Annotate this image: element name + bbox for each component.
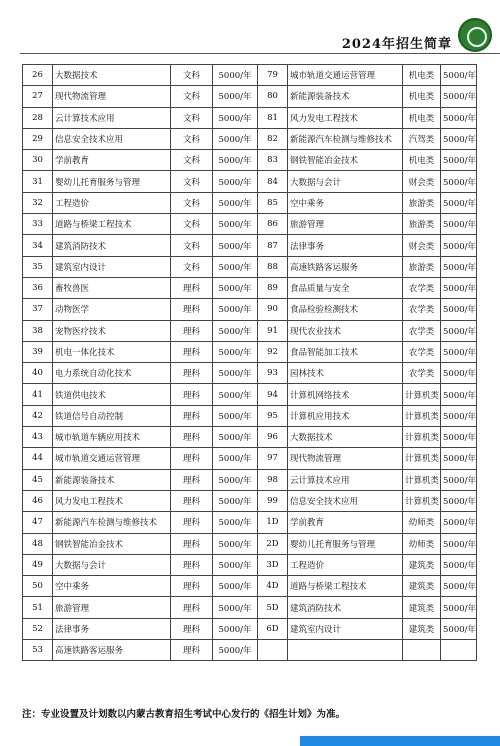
row-number-cell: 52: [23, 618, 53, 639]
row-number-cell: 51: [23, 597, 53, 618]
category-cell: 文科: [171, 214, 213, 235]
category-cell: 农学类: [403, 341, 441, 362]
row-number-cell: 29: [23, 128, 53, 149]
major-name-cell: 工程造价: [53, 192, 171, 213]
category-cell: 建筑类: [403, 618, 441, 639]
category-cell: 理科: [171, 341, 213, 362]
page-header: [0, 0, 500, 58]
row-number-cell: 39: [23, 341, 53, 362]
table-row: [23, 214, 477, 235]
tuition-cell: 5000/年: [441, 150, 477, 171]
major-name-cell: 大数据技术: [53, 65, 171, 86]
major-name-cell: 风力发电工程技术: [53, 490, 171, 511]
major-name-cell: 大数据与会计: [53, 554, 171, 575]
tuition-cell: 5000/年: [213, 533, 258, 554]
major-name-cell: 新能源装备技术: [53, 469, 171, 490]
major-name-cell: 高速铁路客运服务: [288, 256, 403, 277]
major-name-cell: 建筑消防技术: [53, 235, 171, 256]
major-name-cell: 钢铁智能冶金技术: [53, 533, 171, 554]
category-cell: 理科: [171, 405, 213, 426]
category-cell: 财会类: [403, 235, 441, 256]
tuition-cell: 5000/年: [441, 128, 477, 149]
category-cell: 计算机类: [403, 427, 441, 448]
tuition-cell: 5000/年: [441, 405, 477, 426]
category-cell: 机电类: [403, 150, 441, 171]
tuition-cell: 5000/年: [213, 107, 258, 128]
row-number-cell: 1D: [258, 512, 288, 533]
tuition-cell: 5000/年: [441, 214, 477, 235]
tuition-cell: 5000/年: [213, 192, 258, 213]
row-number-cell: 84: [258, 171, 288, 192]
table-row: [23, 618, 477, 639]
category-cell: 理科: [171, 554, 213, 575]
tuition-cell: 5000/年: [213, 490, 258, 511]
category-cell: 幼师类: [403, 512, 441, 533]
tuition-cell: 5000/年: [213, 235, 258, 256]
tuition-cell: 5000/年: [441, 576, 477, 597]
table-row: [23, 490, 477, 511]
tuition-cell: 5000/年: [441, 490, 477, 511]
tuition-cell: 5000/年: [213, 171, 258, 192]
row-number-cell: 32: [23, 192, 53, 213]
category-cell: 理科: [171, 512, 213, 533]
category-cell: 机电类: [403, 86, 441, 107]
header-divider: [20, 53, 500, 54]
table-row: [23, 405, 477, 426]
major-name-cell: 计算机网络技术: [288, 384, 403, 405]
table-row: [23, 469, 477, 490]
row-number-cell: 53: [23, 640, 53, 661]
major-name-cell: 建筑室内设计: [53, 256, 171, 277]
table-row: [23, 128, 477, 149]
row-number-cell: 85: [258, 192, 288, 213]
row-number-cell: 41: [23, 384, 53, 405]
category-cell: 建筑类: [403, 576, 441, 597]
table-row: [23, 384, 477, 405]
row-number-cell: 28: [23, 107, 53, 128]
row-number-cell: 80: [258, 86, 288, 107]
row-number-cell: 42: [23, 405, 53, 426]
tuition-cell: 5000/年: [441, 597, 477, 618]
tuition-cell: 5000/年: [441, 107, 477, 128]
table-row: [23, 192, 477, 213]
major-name-cell: 大数据技术: [288, 427, 403, 448]
major-name-cell: 云计算技术应用: [53, 107, 171, 128]
row-number-cell: 45: [23, 469, 53, 490]
major-name-cell: 铁道供电技术: [53, 384, 171, 405]
row-number-cell: 2D: [258, 533, 288, 554]
category-cell: 文科: [171, 150, 213, 171]
row-number-cell: 86: [258, 214, 288, 235]
major-name-cell: 城市轨道交通运营管理: [288, 65, 403, 86]
major-name-cell: 空中乘务: [288, 192, 403, 213]
major-name-cell: 旅游管理: [288, 214, 403, 235]
category-cell: 汽驾类: [403, 128, 441, 149]
major-name-cell: 信息安全技术应用: [288, 490, 403, 511]
major-name-cell: 建筑消防技术: [288, 597, 403, 618]
category-cell: 计算机类: [403, 384, 441, 405]
row-number-cell: 81: [258, 107, 288, 128]
row-number-cell: 36: [23, 277, 53, 298]
row-number-cell: 50: [23, 576, 53, 597]
row-number-cell: 95: [258, 405, 288, 426]
row-number-cell: 92: [258, 341, 288, 362]
table-row: [23, 533, 477, 554]
tuition-cell: 5000/年: [441, 277, 477, 298]
row-number-cell: 91: [258, 320, 288, 341]
category-cell: 理科: [171, 363, 213, 384]
tuition-cell: 5000/年: [441, 533, 477, 554]
tuition-cell: 5000/年: [213, 277, 258, 298]
major-name-cell: 旅游管理: [53, 597, 171, 618]
table-row: [23, 554, 477, 575]
tuition-cell: 5000/年: [213, 597, 258, 618]
tuition-cell: 5000/年: [213, 427, 258, 448]
tuition-cell: 5000/年: [441, 320, 477, 341]
category-cell: 理科: [171, 469, 213, 490]
major-name-cell: 信息安全技术应用: [53, 128, 171, 149]
page-title: 2024年招生简章: [341, 37, 452, 52]
row-number-cell: 93: [258, 363, 288, 384]
major-name-cell: 铁道信号自动控制: [53, 405, 171, 426]
category-cell: 理科: [171, 640, 213, 661]
row-number-cell: 87: [258, 235, 288, 256]
row-number-cell: 94: [258, 384, 288, 405]
category-cell: 理科: [171, 448, 213, 469]
category-cell: [403, 640, 441, 661]
major-name-cell: 道路与桥梁工程技术: [288, 576, 403, 597]
tuition-cell: 5000/年: [441, 65, 477, 86]
category-cell: 理科: [171, 533, 213, 554]
major-name-cell: 动物医学: [53, 299, 171, 320]
tuition-cell: 5000/年: [213, 214, 258, 235]
category-cell: 计算机类: [403, 490, 441, 511]
footnote: 注：专业设置及计划数以内蒙古教育招生考试中心发行的《招生计划》为准。: [22, 709, 346, 720]
tuition-cell: 5000/年: [441, 384, 477, 405]
table-row: [23, 640, 477, 661]
major-name-cell: 大数据与会计: [288, 171, 403, 192]
table-row: [23, 256, 477, 277]
tuition-cell: 5000/年: [441, 235, 477, 256]
tuition-cell: 5000/年: [213, 384, 258, 405]
major-name-cell: 法律事务: [288, 235, 403, 256]
major-name-cell: 现代物流管理: [53, 86, 171, 107]
table-row: [23, 448, 477, 469]
category-cell: 文科: [171, 107, 213, 128]
category-cell: 机电类: [403, 65, 441, 86]
table-row: [23, 171, 477, 192]
tuition-cell: 5000/年: [441, 427, 477, 448]
table-row: [23, 597, 477, 618]
row-number-cell: 5D: [258, 597, 288, 618]
category-cell: 理科: [171, 618, 213, 639]
tuition-cell: 5000/年: [213, 65, 258, 86]
row-number-cell: 38: [23, 320, 53, 341]
table-row: [23, 65, 477, 86]
tuition-cell: 5000/年: [213, 320, 258, 341]
category-cell: 农学类: [403, 363, 441, 384]
table-row: [23, 320, 477, 341]
row-number-cell: 83: [258, 150, 288, 171]
tuition-cell: 5000/年: [441, 341, 477, 362]
table-row: [23, 341, 477, 362]
category-cell: 理科: [171, 277, 213, 298]
majors-table: [22, 64, 477, 661]
row-number-cell: 43: [23, 427, 53, 448]
category-cell: 文科: [171, 86, 213, 107]
tuition-cell: 5000/年: [213, 618, 258, 639]
major-name-cell: 法律事务: [53, 618, 171, 639]
tuition-cell: 5000/年: [213, 554, 258, 575]
table-row: [23, 427, 477, 448]
category-cell: 旅游类: [403, 192, 441, 213]
tuition-cell: 5000/年: [213, 448, 258, 469]
category-cell: 机电类: [403, 107, 441, 128]
major-name-cell: 现代物流管理: [288, 448, 403, 469]
row-number-cell: 82: [258, 128, 288, 149]
row-number-cell: 30: [23, 150, 53, 171]
table-row: [23, 277, 477, 298]
tuition-cell: 5000/年: [213, 576, 258, 597]
category-cell: 农学类: [403, 299, 441, 320]
row-number-cell: 97: [258, 448, 288, 469]
table-row: [23, 299, 477, 320]
tuition-cell: 5000/年: [213, 86, 258, 107]
table-row: [23, 576, 477, 597]
major-name-cell: 机电一体化技术: [53, 341, 171, 362]
category-cell: 文科: [171, 256, 213, 277]
major-name-cell: 婴幼儿托育服务与管理: [288, 533, 403, 554]
row-number-cell: 35: [23, 256, 53, 277]
row-number-cell: 96: [258, 427, 288, 448]
tuition-cell: [441, 640, 477, 661]
category-cell: 旅游类: [403, 214, 441, 235]
tuition-cell: 5000/年: [441, 448, 477, 469]
category-cell: 建筑类: [403, 597, 441, 618]
accent-bar: [300, 736, 500, 746]
row-number-cell: 46: [23, 490, 53, 511]
table-row: [23, 86, 477, 107]
category-cell: 文科: [171, 192, 213, 213]
tuition-cell: 5000/年: [441, 618, 477, 639]
major-name-cell: 新能源汽车检测与维修技术: [53, 512, 171, 533]
tuition-cell: 5000/年: [213, 640, 258, 661]
tuition-cell: 5000/年: [441, 299, 477, 320]
category-cell: 理科: [171, 384, 213, 405]
table-row: [23, 235, 477, 256]
major-name-cell: 电力系统自动化技术: [53, 363, 171, 384]
major-name-cell: 风力发电工程技术: [288, 107, 403, 128]
major-name-cell: 学前教育: [53, 150, 171, 171]
row-number-cell: 48: [23, 533, 53, 554]
row-number-cell: [258, 640, 288, 661]
category-cell: 计算机类: [403, 448, 441, 469]
tuition-cell: 5000/年: [213, 128, 258, 149]
row-number-cell: 3D: [258, 554, 288, 575]
row-number-cell: 88: [258, 256, 288, 277]
major-name-cell: 道路与桥梁工程技术: [53, 214, 171, 235]
category-cell: 计算机类: [403, 405, 441, 426]
table-row: [23, 150, 477, 171]
school-logo-icon: [458, 18, 492, 52]
row-number-cell: 44: [23, 448, 53, 469]
row-number-cell: 47: [23, 512, 53, 533]
major-name-cell: 城市轨道车辆应用技术: [53, 427, 171, 448]
major-name-cell: [288, 640, 403, 661]
major-name-cell: 现代农业技术: [288, 320, 403, 341]
category-cell: 理科: [171, 427, 213, 448]
category-cell: 理科: [171, 299, 213, 320]
row-number-cell: 33: [23, 214, 53, 235]
table-row: [23, 363, 477, 384]
row-number-cell: 49: [23, 554, 53, 575]
major-name-cell: 学前教育: [288, 512, 403, 533]
major-name-cell: 婴幼儿托育服务与管理: [53, 171, 171, 192]
category-cell: 财会类: [403, 171, 441, 192]
row-number-cell: 31: [23, 171, 53, 192]
row-number-cell: 89: [258, 277, 288, 298]
row-number-cell: 6D: [258, 618, 288, 639]
major-name-cell: 云计算技术应用: [288, 469, 403, 490]
major-name-cell: 宠物医疗技术: [53, 320, 171, 341]
major-name-cell: 高速铁路客运服务: [53, 640, 171, 661]
major-name-cell: 工程造价: [288, 554, 403, 575]
row-number-cell: 79: [258, 65, 288, 86]
row-number-cell: 90: [258, 299, 288, 320]
category-cell: 文科: [171, 171, 213, 192]
tuition-cell: 5000/年: [213, 341, 258, 362]
category-cell: 文科: [171, 65, 213, 86]
major-name-cell: 计算机应用技术: [288, 405, 403, 426]
tuition-cell: 5000/年: [213, 299, 258, 320]
tuition-cell: 5000/年: [441, 86, 477, 107]
major-name-cell: 食品质量与安全: [288, 277, 403, 298]
row-number-cell: 40: [23, 363, 53, 384]
category-cell: 计算机类: [403, 469, 441, 490]
category-cell: 理科: [171, 320, 213, 341]
category-cell: 建筑类: [403, 554, 441, 575]
category-cell: 理科: [171, 490, 213, 511]
major-name-cell: 新能源汽车检测与维修技术: [288, 128, 403, 149]
tuition-cell: 5000/年: [213, 512, 258, 533]
row-number-cell: 34: [23, 235, 53, 256]
tuition-cell: 5000/年: [441, 554, 477, 575]
table-row: [23, 512, 477, 533]
category-cell: 幼师类: [403, 533, 441, 554]
row-number-cell: 26: [23, 65, 53, 86]
tuition-cell: 5000/年: [213, 256, 258, 277]
row-number-cell: 27: [23, 86, 53, 107]
major-name-cell: 空中乘务: [53, 576, 171, 597]
row-number-cell: 99: [258, 490, 288, 511]
tuition-cell: 5000/年: [441, 192, 477, 213]
tuition-cell: 5000/年: [441, 469, 477, 490]
category-cell: 理科: [171, 576, 213, 597]
tuition-cell: 5000/年: [213, 363, 258, 384]
row-number-cell: 98: [258, 469, 288, 490]
tuition-cell: 5000/年: [441, 512, 477, 533]
tuition-cell: 5000/年: [441, 256, 477, 277]
major-name-cell: 建筑室内设计: [288, 618, 403, 639]
category-cell: 农学类: [403, 277, 441, 298]
major-name-cell: 城市轨道交通运营管理: [53, 448, 171, 469]
category-cell: 文科: [171, 128, 213, 149]
table-row: [23, 107, 477, 128]
row-number-cell: 37: [23, 299, 53, 320]
category-cell: 文科: [171, 235, 213, 256]
major-name-cell: 畜牧兽医: [53, 277, 171, 298]
category-cell: 旅游类: [403, 256, 441, 277]
major-name-cell: 园林技术: [288, 363, 403, 384]
major-name-cell: 钢铁智能冶金技术: [288, 150, 403, 171]
row-number-cell: 4D: [258, 576, 288, 597]
category-cell: 农学类: [403, 320, 441, 341]
tuition-cell: 5000/年: [441, 363, 477, 384]
tuition-cell: 5000/年: [213, 405, 258, 426]
category-cell: 理科: [171, 597, 213, 618]
tuition-cell: 5000/年: [213, 150, 258, 171]
tuition-cell: 5000/年: [441, 171, 477, 192]
major-name-cell: 食品智能加工技术: [288, 341, 403, 362]
major-name-cell: 食品检验检测技术: [288, 299, 403, 320]
major-name-cell: 新能源装备技术: [288, 86, 403, 107]
tuition-cell: 5000/年: [213, 469, 258, 490]
